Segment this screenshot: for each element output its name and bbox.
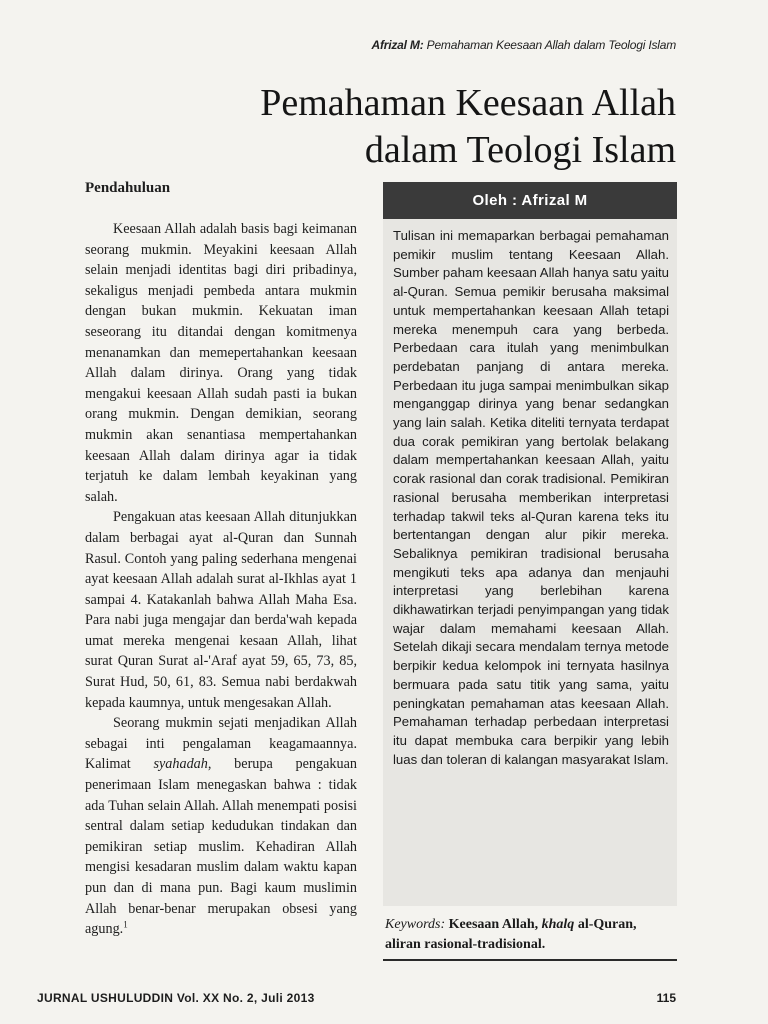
footnote-marker[interactable]: 1 <box>123 919 128 930</box>
keyword-text: Keesaan Allah, <box>448 917 542 932</box>
keywords-label: Keywords: <box>385 917 446 932</box>
body-paragraph: Pengakuan atas keesaan Allah ditunjukkan dalam berbagai ayat al-Quran dan Sunnah Rasul. Contoh yang paling sederhana mengenai ayat keesaan Allah adalah surat al-Ikhlas ayat 1 sampai 4. Katakanlah bahwa Allah Maha Esa. Para nabi juga mengajar dan berda'wah kepada umat mereka mengenai kesaan Allah, lihat surat Quran Surat al-'Araf ayat 59, 65, 73, 85, Surat Hud, 50, 61, 83. Semua nabi berdakwah kepada kaumnya, untuk mengesakan Allah. <box>85 509 357 711</box>
page-number: 115 <box>656 991 676 1005</box>
running-header-title: Pemahaman Keesaan Allah dalam Teologi Islam <box>426 38 676 52</box>
article-title-line2: dalam Teologi Islam <box>364 129 676 171</box>
section-heading: Pendahuluan <box>85 180 171 196</box>
running-header-author: Afrizal M: <box>371 38 424 52</box>
body-paragraph: Keesaan Allah adalah basis bagi keimanan seorang mukmin. Meyakini keesaan Allah selain menjadi identitas bagi diri pribadinya, sekaligus menjadi pembeda antara mukmin dengan bukan mukmin. Kekuatan iman seseorang itu ditandai dengan komitmenya menanamkan dan memepertahankan keesaan Allah dalam dirinya. Orang yang tidak mengakui keesaan Allah sudah pasti ia bukan orang mukmin. Dengan demikian, seorang mukmin akan senantiasa mempertahankan keesaan Allah dalam dirinya agar ia tidak terjatuh ke dalam lembah keyakinan yang salah. <box>85 221 357 505</box>
article-title-line1: Pemahaman Keesaan Allah <box>260 82 676 124</box>
paragraph-text: , berupa pengakuan penerimaan Islam menegaskan bahwa : tidak ada Tuhan selain Allah. Allah menempati posisi sentral dalam setiap kedudukan tindakan dan pemikiran setiap muslim. Kehadiran Allah mengisi kesadaran muslim dalam waktu kapan pun dan di mana pun. Bagi kaum muslimin Allah benar-benar merupakan obsesi yang agung. <box>85 756 357 938</box>
body-paragraph <box>85 713 357 940</box>
abstract-box <box>383 219 677 906</box>
intro-column <box>85 180 357 940</box>
journal-citation: JURNAL USHULUDDIN Vol. XX No. 2, Juli 2013 <box>37 991 315 1005</box>
article-title <box>156 80 676 174</box>
keyword-text: al-Quran, aliran rasional-tradisional. <box>385 917 637 952</box>
abstract-column <box>383 182 677 961</box>
paragraph-text: Seorang mukmin sejati menjadikan Allah sebagai inti pengalaman keagamaannya. Kalimat <box>85 715 357 773</box>
author-bar: Oleh : Afrizal M <box>383 182 677 219</box>
keywords <box>383 915 677 961</box>
running-header <box>372 38 677 52</box>
italic-term: syahadah <box>153 756 208 773</box>
keyword-italic: khalq <box>541 917 575 932</box>
abstract-text: Tulisan ini memaparkan berbagai pemahaman pemikir muslim tentang Keesaan Allah. Sumber paham keesaan Allah hanya satu yaitu al-Quran. Semua pemikir berusaha maksimal untuk mempertahankan keesaan Allah tetapi mereka menempuh cara yang berbeda. Perbedaan cara itulah yang menimbulkan perdebatan panjang di antara mereka. Perbedaan itu juga sampai menimbulkan sikap menganggap dirinya yang benar sedangkan yang lain salah. Ketika diteliti ternyata terdapat dua corak pemikiran yang bertolak belakang dalam mempertahankan keesaan Allah, yaitu corak rasional dan corak tradisional. Pemikiran rasional berusaha memberikan interpretasi terhadap takwil teks al-Quran karena teks itu bertentangan dengan alur pikir mereka. Sebaliknya pemikiran tradisional berusaha mengikuti teks apa adanya dan menjauhi interpretasi yang berlebihan karena dikhawatirkan terjadi penyimpangan yang tidak wajar dalam memahami keesaan Allah. Setelah dikaji secara mendalam ternya metode berpikir kedua kelompok ini ternyata hasilnya bermuara pada satu titik yang sama, yaitu peningkatan pemahaman atas keesaan Allah. Pemahaman terhadap perbedaan interpretasi itu dapat membuka cara berpikir yang lebih luas dan toleran di kalangan masyarakat Islam. <box>393 228 669 767</box>
